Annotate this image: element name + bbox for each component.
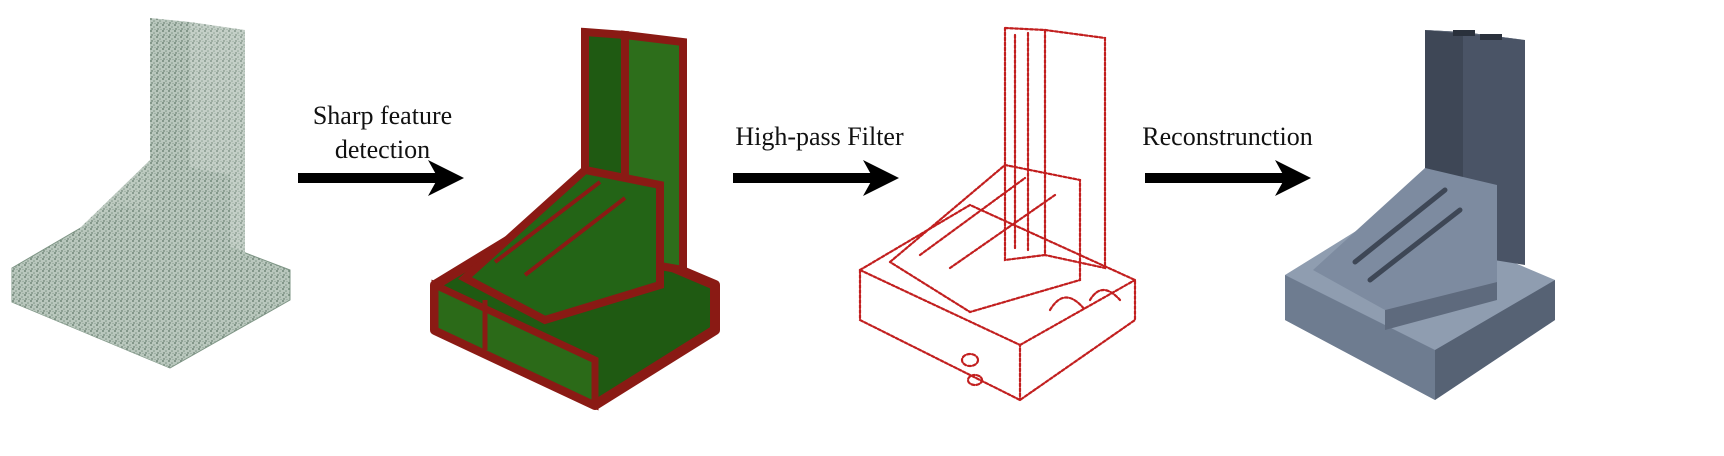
arrow-1-label-line2: detection: [334, 135, 431, 164]
arrow-3-label: Reconstrunction: [1142, 122, 1313, 151]
arrow-2-label: High-pass Filter: [735, 122, 904, 151]
reconstructed-model: [1275, 0, 1575, 456]
noisy-point-cloud: [0, 0, 300, 456]
arrow-1-label-line1: Sharp feature: [312, 101, 453, 130]
feature-edges: [850, 0, 1150, 456]
feature-labeled-cloud: [425, 0, 725, 456]
